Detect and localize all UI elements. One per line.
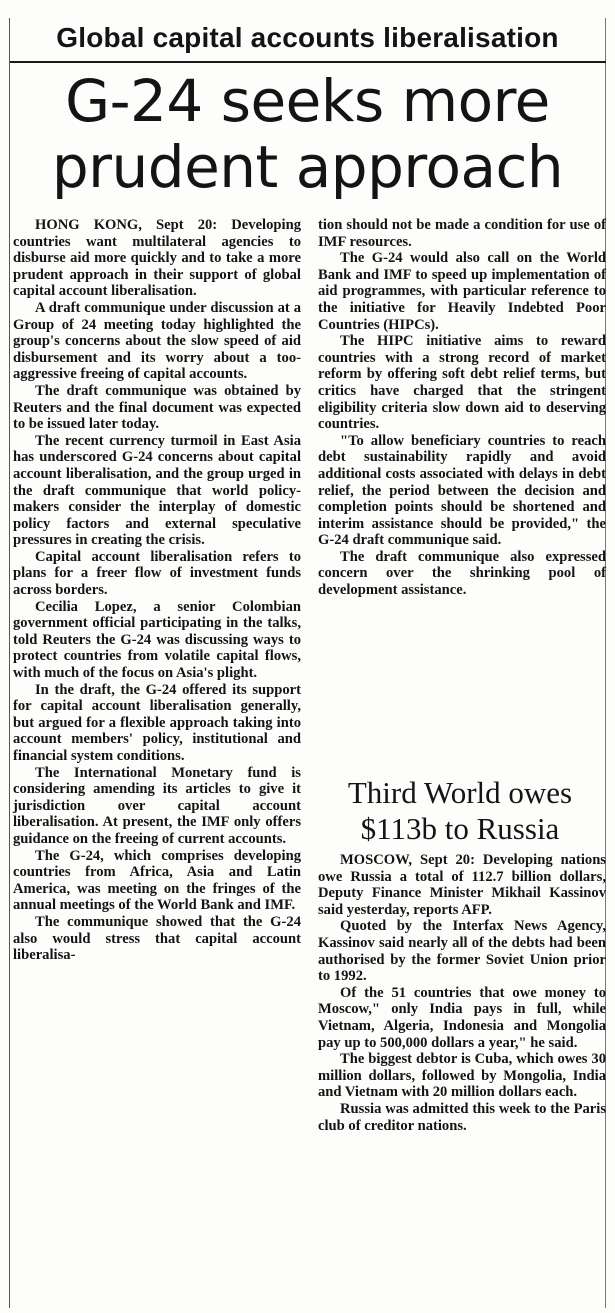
paragraph: The HIPC initiative aims to reward countries with a strong record of market reform by offering soft debt relief terms, but critics have charged that the stringent eligibility criteria slow down aid to deserving countries. [318,333,606,433]
paragraph: Capital account liberalisation refers to plans for a freer flow of investment funds across borders. [13,548,301,599]
paragraph: HONG KONG, Sept 20: Developing countries want multilateral agencies to disburse aid more quickly and to take a more prudent approach in their support of global capital account liberalisation. [13,217,301,300]
paragraph: Quoted by the Interfax News Agency, Kassinov said nearly all of the debts had been authorised by the former Soviet Union prior to 1992. [318,918,606,985]
paragraph: Cecilia Lopez, a senior Colombian government official participating in the talks, told Reuters the G-24 was discussing ways to protect countries from volatile capital flows, with much of the focus on Asia's plight. [13,598,301,682]
paragraph: The recent currency turmoil in East Asia has underscored G-24 concerns about capital account liberalisation, and the group urged in the draft communique that world policy-makers consider the interplay of domestic policy factors and external speculative pressures in creating the crisis. [13,432,301,549]
heading-rule [10,61,606,63]
headline: G-24 seeks more prudent approach [51,67,564,201]
sidebar-headline: Third World owes $113b to Russia [347,775,573,846]
paragraph: The G-24 would also call on the World Bank and IMF to speed up implementation of aid programmes, with particular reference to the initiative for Heavily Indebted Poor Countries (HIPCs). [318,250,606,333]
left-column [13,217,301,964]
column-rule-left [9,18,10,1308]
paragraph: The communique showed that the G-24 also would stress that capital account liberalisa- [13,913,301,964]
paragraph: The biggest debtor is Cuba, which owes 30 million dollars, followed by Mongolia, India and Vietnam with 20 million dollars each. [318,1051,606,1101]
paragraph: tion should not be made a condition for use of IMF resources. [318,217,606,250]
paragraph: "To allow beneficiary countries to reach debt sustainability rapidly and avoid additional costs associated with delays in debt relief, the period between the decision and completion points should be shortened and interim assistance should be provided," the G-24 draft communique said. [318,432,606,549]
paragraph: The draft communique was obtained by Reuters and the final document was expected to be issued later today. [13,382,301,433]
paragraph: The G-24, which comprises developing countries from Africa, Asia and Latin America, was meeting on the fringes of the annual meetings of the World Bank and IMF. [13,847,301,914]
paragraph: The International Monetary fund is considering amending its articles to give it jurisdiction over capital account liberalisation. At present, the IMF only offers guidance on the freeing of current accounts. [13,764,301,847]
sidebar-article-body [318,852,606,1134]
paragraph: Of the 51 countries that owe money to Moscow," only India pays in full, while Vietnam, Algeria, Indonesia and Mongolia pay up to 500,000 dollars a year," he said. [318,984,606,1051]
paragraph: MOSCOW, Sept 20: Developing nations owe Russia a total of 112.7 billion dollars, Deputy Finance Minister Mikhail Kassinov said yesterday, reports AFP. [318,852,606,918]
paragraph: The draft communique also expressed concern over the shrinking pool of development assistance. [318,548,606,599]
paragraph: A draft communique under discussion at a Group of 24 meeting today highlighted the group's concerns about the slow speed of aid disbursement and its worry about a too-aggressive freeing of capital accounts. [13,299,301,383]
right-column [318,217,606,599]
paragraph: In the draft, the G-24 offered its support for capital account liberalisation generally, but argued for a flexible approach taking into account members' policy, institutional and financial system conditions. [13,681,301,764]
kicker-heading: Global capital accounts liberalisation [56,22,559,53]
paragraph: Russia was admitted this week to the Paris club of creditor nations. [318,1100,606,1134]
